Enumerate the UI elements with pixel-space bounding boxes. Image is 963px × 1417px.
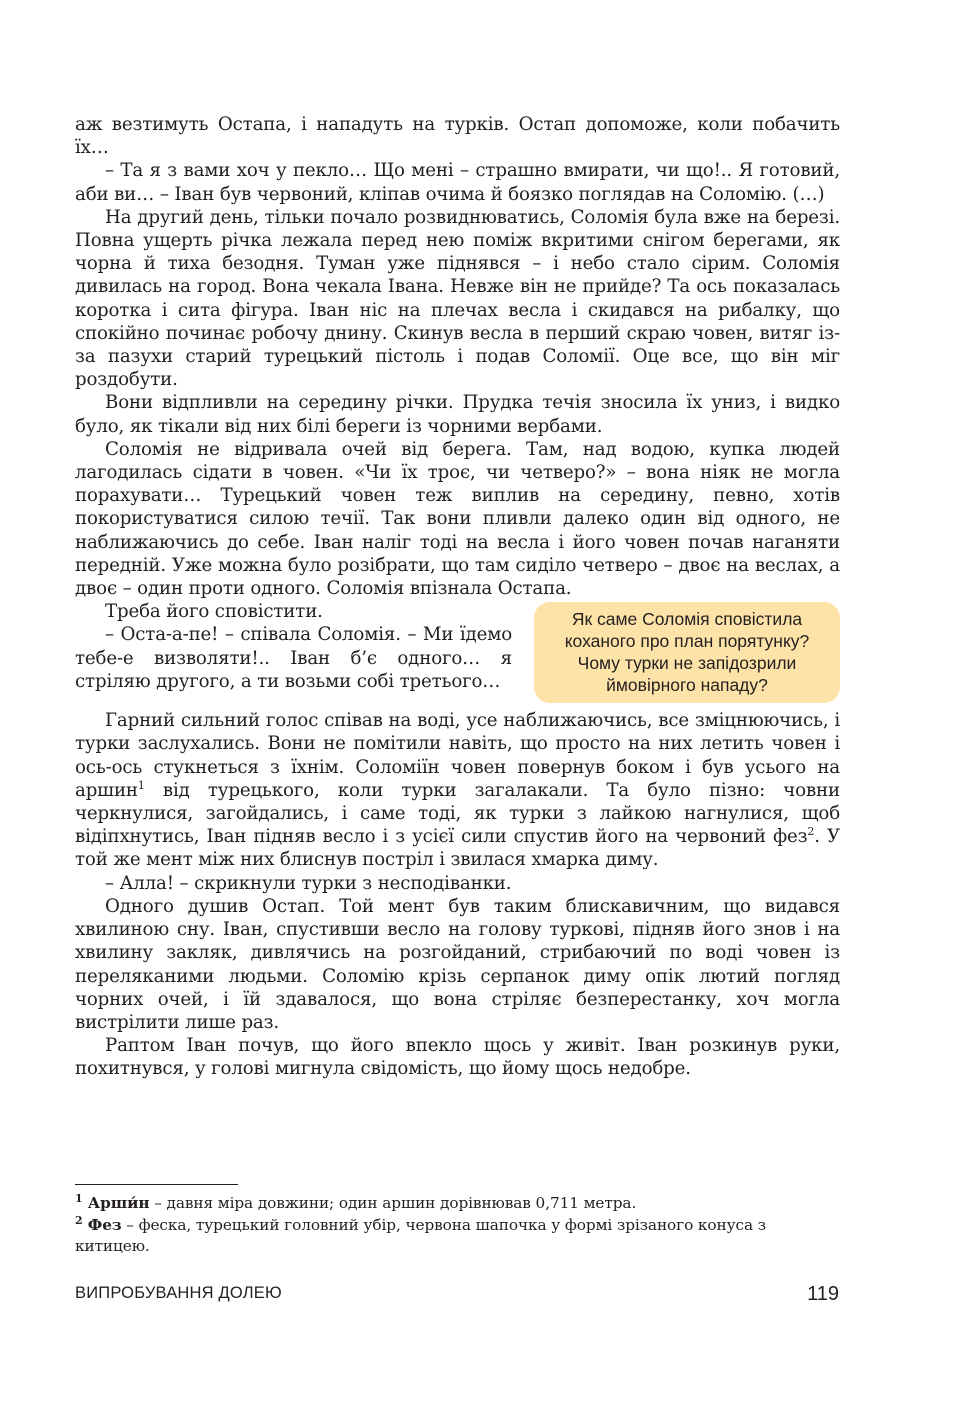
text-span: Гарний сильний голос співав на воді, усе наближаючись, все зміцнюючись, і турки заслухались. Вони не помітили навіть, що просто на них летить човен і ось-ось стукнеться з їхнім. Соломіїн човен повернув боком і був усього на аршин bbox=[75, 710, 840, 801]
question-section bbox=[75, 600, 840, 696]
footnote-divider bbox=[75, 1184, 238, 1185]
paragraph: На другий день, тільки почало розвиднюватись, Соломія була вже на березі. Повна ущерть річка лежала перед нею поміж вкритими снігом берегами, як чорна й тиха безодня. Туман уже піднявся – і небо стало сірим. Соломія дивилась на город. Вона чекала Івана. Невже він не прийде? Та ось показалась коротка і сита фігура. Іван ніс на плечах весла і скидався на рибалку, що спокійно починає робочу днину. Скинув весла в перший скраю човен, витяг із-за пазухи старий турецький пістоль і подав Соломії. Оце все, що він міг роздобути. bbox=[75, 206, 840, 391]
paragraph: – Алла! – скрикнули турки з несподіванки. bbox=[105, 872, 512, 894]
footnote-term: Фез bbox=[87, 1215, 122, 1234]
text-span: від турецького, коли турки загалакали. Та було пізно: човни черкнулися, загойдались, і саме тоді, як турки з лайкою нагнулися, щоб відіпхнутись, Іван підняв весло і з усієї сили спустив його на червоний фез bbox=[75, 779, 840, 848]
text-span: . У той же мент між них блиснув постріл і звилася хмарка диму. bbox=[75, 826, 840, 871]
question-box: Як саме Соломія сповістила коханого про план порятунку? Чому турки не запідозрили ймовірного нападу? bbox=[534, 602, 840, 703]
footnote-text: – феска, турецький головний убір, червона шапочка у формі зрізаного конуса з китицею. bbox=[75, 1215, 766, 1255]
footnote-mark: 1 bbox=[137, 778, 145, 792]
paragraph: Соломія не відривала очей від берега. Там, над водою, купка людей лагодилась сідати в човен. «Чи їх троє, чи четверо?» – вона ніяк не могла порахувати… Турецький човен теж виплив на середину, певно, хотів покористуватися силою течії. Так вони пливли далеко один від одного, не наближаючись до себе. Іван наліг тоді на весла і його човен почав наганяти передній. Уже можна було розібрати, що там сидiло четверо – двоє на веслах, а двоє – один проти одного. Соломія впізнала Остапа. bbox=[75, 438, 840, 600]
paragraph bbox=[75, 709, 840, 871]
paragraph: – Оста-а-пе! – співала Соломія. – Ми їдемо тебе-е визволяти!.. Іван б’є одного… я стріляю другого, а ти возьми собі третього… bbox=[75, 624, 512, 692]
footnotes bbox=[75, 1193, 840, 1258]
paragraph: Треба його сповістити. bbox=[105, 601, 323, 623]
section-title: ВИПРОБУВАННЯ ДОЛЕЮ bbox=[75, 1284, 282, 1302]
paragraph: аж везтимуть Остапа, і нападуть на турків. Остап допоможе, коли побачить їх… bbox=[75, 114, 840, 159]
paragraph: Вони відпливли на середину річки. Прудка течія зносила їх униз, і видко було, як тікали від них білі береги із чорними вербами. bbox=[75, 392, 840, 437]
footnote bbox=[75, 1215, 840, 1258]
footnote-text: – давня міра довжини; один аршин дорівнював 0,711 метра. bbox=[149, 1194, 637, 1212]
footnote-term: Арши́н bbox=[87, 1194, 150, 1212]
footnote bbox=[75, 1193, 840, 1215]
main-text bbox=[75, 113, 840, 1081]
paragraph: Раптом Іван почув, що його впекло щось у живіт. Іван розкинув руки, похитнувся, у голові мигнула свідомість, що йому щось недобре. bbox=[75, 1035, 840, 1080]
footnote-mark: 2 bbox=[807, 825, 815, 839]
page-number: 119 bbox=[807, 1283, 839, 1305]
footnote-mark: 1 bbox=[75, 1191, 83, 1205]
paragraph: – Та я з вами хоч у пекло… Що мені – страшно вмирати, чи що!.. Я готовий, аби ви… – Іван був червоний, кліпав очима й боязко поглядав на Соломію. (…) bbox=[75, 160, 840, 205]
paragraph: Одного душив Остап. Той мент був таким блискавичним, що видався хвилиною сну. Іван, спустивши весло на голову туркові, підняв його знов і на хвилину закляк, дивлячись на розгойданий, стрибаючий по воді човен із переляканими людьми. Соломію крізь серпанок диму опік лютий погляд чорних очей, і їй здавалося, що вона стріляє безперестанку, хоч могла вистрілити лише раз. bbox=[75, 895, 840, 1033]
footnote-mark: 2 bbox=[75, 1213, 83, 1227]
